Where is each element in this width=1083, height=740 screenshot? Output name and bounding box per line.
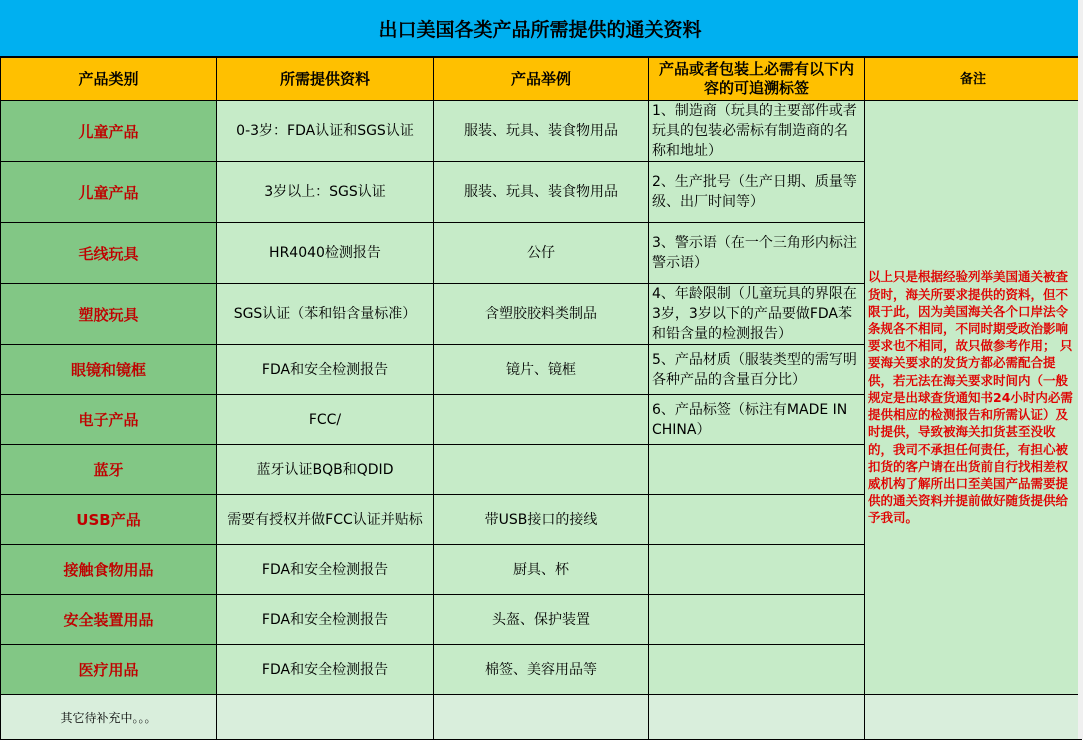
docs-cell[interactable]: 3岁以上：SGS认证 <box>217 162 434 223</box>
label-cell[interactable]: 5、产品材质（服装类型的需写明各种产品的含量百分比） <box>649 345 865 395</box>
header-docs[interactable]: 所需提供资料 <box>217 58 434 101</box>
category-cell[interactable]: 眼镜和镜框 <box>1 345 217 395</box>
label-cell[interactable]: 6、产品标签（标注有MADE IN CHINA） <box>649 395 865 445</box>
sheet-title: 出口美国各类产品所需提供的通关资料 <box>0 0 1080 57</box>
category-cell[interactable]: 塑胶玩具 <box>1 284 217 345</box>
category-cell[interactable]: 电子产品 <box>1 395 217 445</box>
category-cell[interactable]: 蓝牙 <box>1 445 217 495</box>
category-cell[interactable]: 医疗用品 <box>1 645 217 695</box>
examples-cell[interactable] <box>434 445 649 495</box>
label-cell[interactable] <box>649 545 865 595</box>
docs-cell[interactable]: HR4040检测报告 <box>217 223 434 284</box>
category-cell[interactable]: 安全装置用品 <box>1 595 217 645</box>
vertical-scrollbar[interactable] <box>1078 0 1083 739</box>
label-cell[interactable] <box>649 495 865 545</box>
examples-cell[interactable]: 含塑胶胶料类制品 <box>434 284 649 345</box>
examples-cell[interactable]: 服装、玩具、装食物用品 <box>434 162 649 223</box>
header-label[interactable]: 产品或者包装上必需有以下内容的可追溯标签 <box>649 58 865 101</box>
docs-cell[interactable]: FDA和安全检测报告 <box>217 545 434 595</box>
empty-cell[interactable] <box>434 695 649 740</box>
header-examples[interactable]: 产品举例 <box>434 58 649 101</box>
category-cell[interactable]: USB产品 <box>1 495 217 545</box>
label-cell[interactable]: 2、生产批号（生产日期、质量等级、出厂时间等） <box>649 162 865 223</box>
note-cell[interactable]: 以上只是根据经验列举美国通关被查货时，海关所要求提供的资料，但不限于此，因为美国海关各个口岸法令条规各不相同，不同时期受政治影响要求也不相同，故只做参考作用； 只要海关要求的发货方都必需配合提供，若无法在海关要求时间内（一般规定是出球查货通知书24小时内必需提供相应的检测报告和所需认证）及时提供，导致被海关扣货甚至没收的，我司不承担任何责任，有担心被扣货的客户请在出货前自行找相差权威机构了解所出口至美国产品需要提供的通关资料并提前做好随货提供给予我司。 <box>865 101 1082 695</box>
empty-cell[interactable] <box>217 695 434 740</box>
label-cell[interactable]: 1、制造商（玩具的主要部件或者玩具的包装必需标有制造商的名称和地址） <box>649 101 865 162</box>
category-cell[interactable]: 儿童产品 <box>1 162 217 223</box>
docs-cell[interactable]: SGS认证（苯和铅含量标准） <box>217 284 434 345</box>
examples-cell[interactable]: 厨具、杯 <box>434 545 649 595</box>
header-note[interactable]: 备注 <box>865 58 1082 101</box>
examples-cell[interactable]: 服装、玩具、装食物用品 <box>434 101 649 162</box>
empty-cell[interactable] <box>865 695 1082 740</box>
category-cell[interactable]: 毛线玩具 <box>1 223 217 284</box>
header-row <box>1 58 1082 101</box>
docs-cell[interactable]: FDA和安全检测报告 <box>217 345 434 395</box>
docs-cell[interactable]: 蓝牙认证BQB和QDID <box>217 445 434 495</box>
customs-table <box>0 57 1082 740</box>
category-cell[interactable]: 儿童产品 <box>1 101 217 162</box>
docs-cell[interactable]: 需要有授权并做FCC认证并贴标 <box>217 495 434 545</box>
label-cell[interactable]: 3、警示语（在一个三角形内标注警示语） <box>649 223 865 284</box>
examples-cell[interactable]: 棉签、美容用品等 <box>434 645 649 695</box>
examples-cell[interactable]: 镜片、镜框 <box>434 345 649 395</box>
label-cell[interactable] <box>649 645 865 695</box>
empty-cell[interactable] <box>649 695 865 740</box>
table-row <box>1 101 1082 162</box>
examples-cell[interactable]: 带USB接口的接线 <box>434 495 649 545</box>
label-cell[interactable] <box>649 595 865 645</box>
label-cell[interactable] <box>649 445 865 495</box>
examples-cell[interactable] <box>434 395 649 445</box>
label-cell[interactable]: 4、年龄限制（儿童玩具的界限在3岁，3岁以下的产品要做FDA苯和铅含量的检测报告） <box>649 284 865 345</box>
examples-cell[interactable]: 头盔、保护装置 <box>434 595 649 645</box>
header-category[interactable]: 产品类别 <box>1 58 217 101</box>
footer-cell[interactable]: 其它待补充中。。。 <box>1 695 217 740</box>
docs-cell[interactable]: FDA和安全检测报告 <box>217 645 434 695</box>
category-cell[interactable]: 接触食物用品 <box>1 545 217 595</box>
docs-cell[interactable]: 0-3岁：FDA认证和SGS认证 <box>217 101 434 162</box>
footer-row <box>1 695 1082 740</box>
docs-cell[interactable]: FDA和安全检测报告 <box>217 595 434 645</box>
docs-cell[interactable]: FCC/ <box>217 395 434 445</box>
examples-cell[interactable]: 公仔 <box>434 223 649 284</box>
